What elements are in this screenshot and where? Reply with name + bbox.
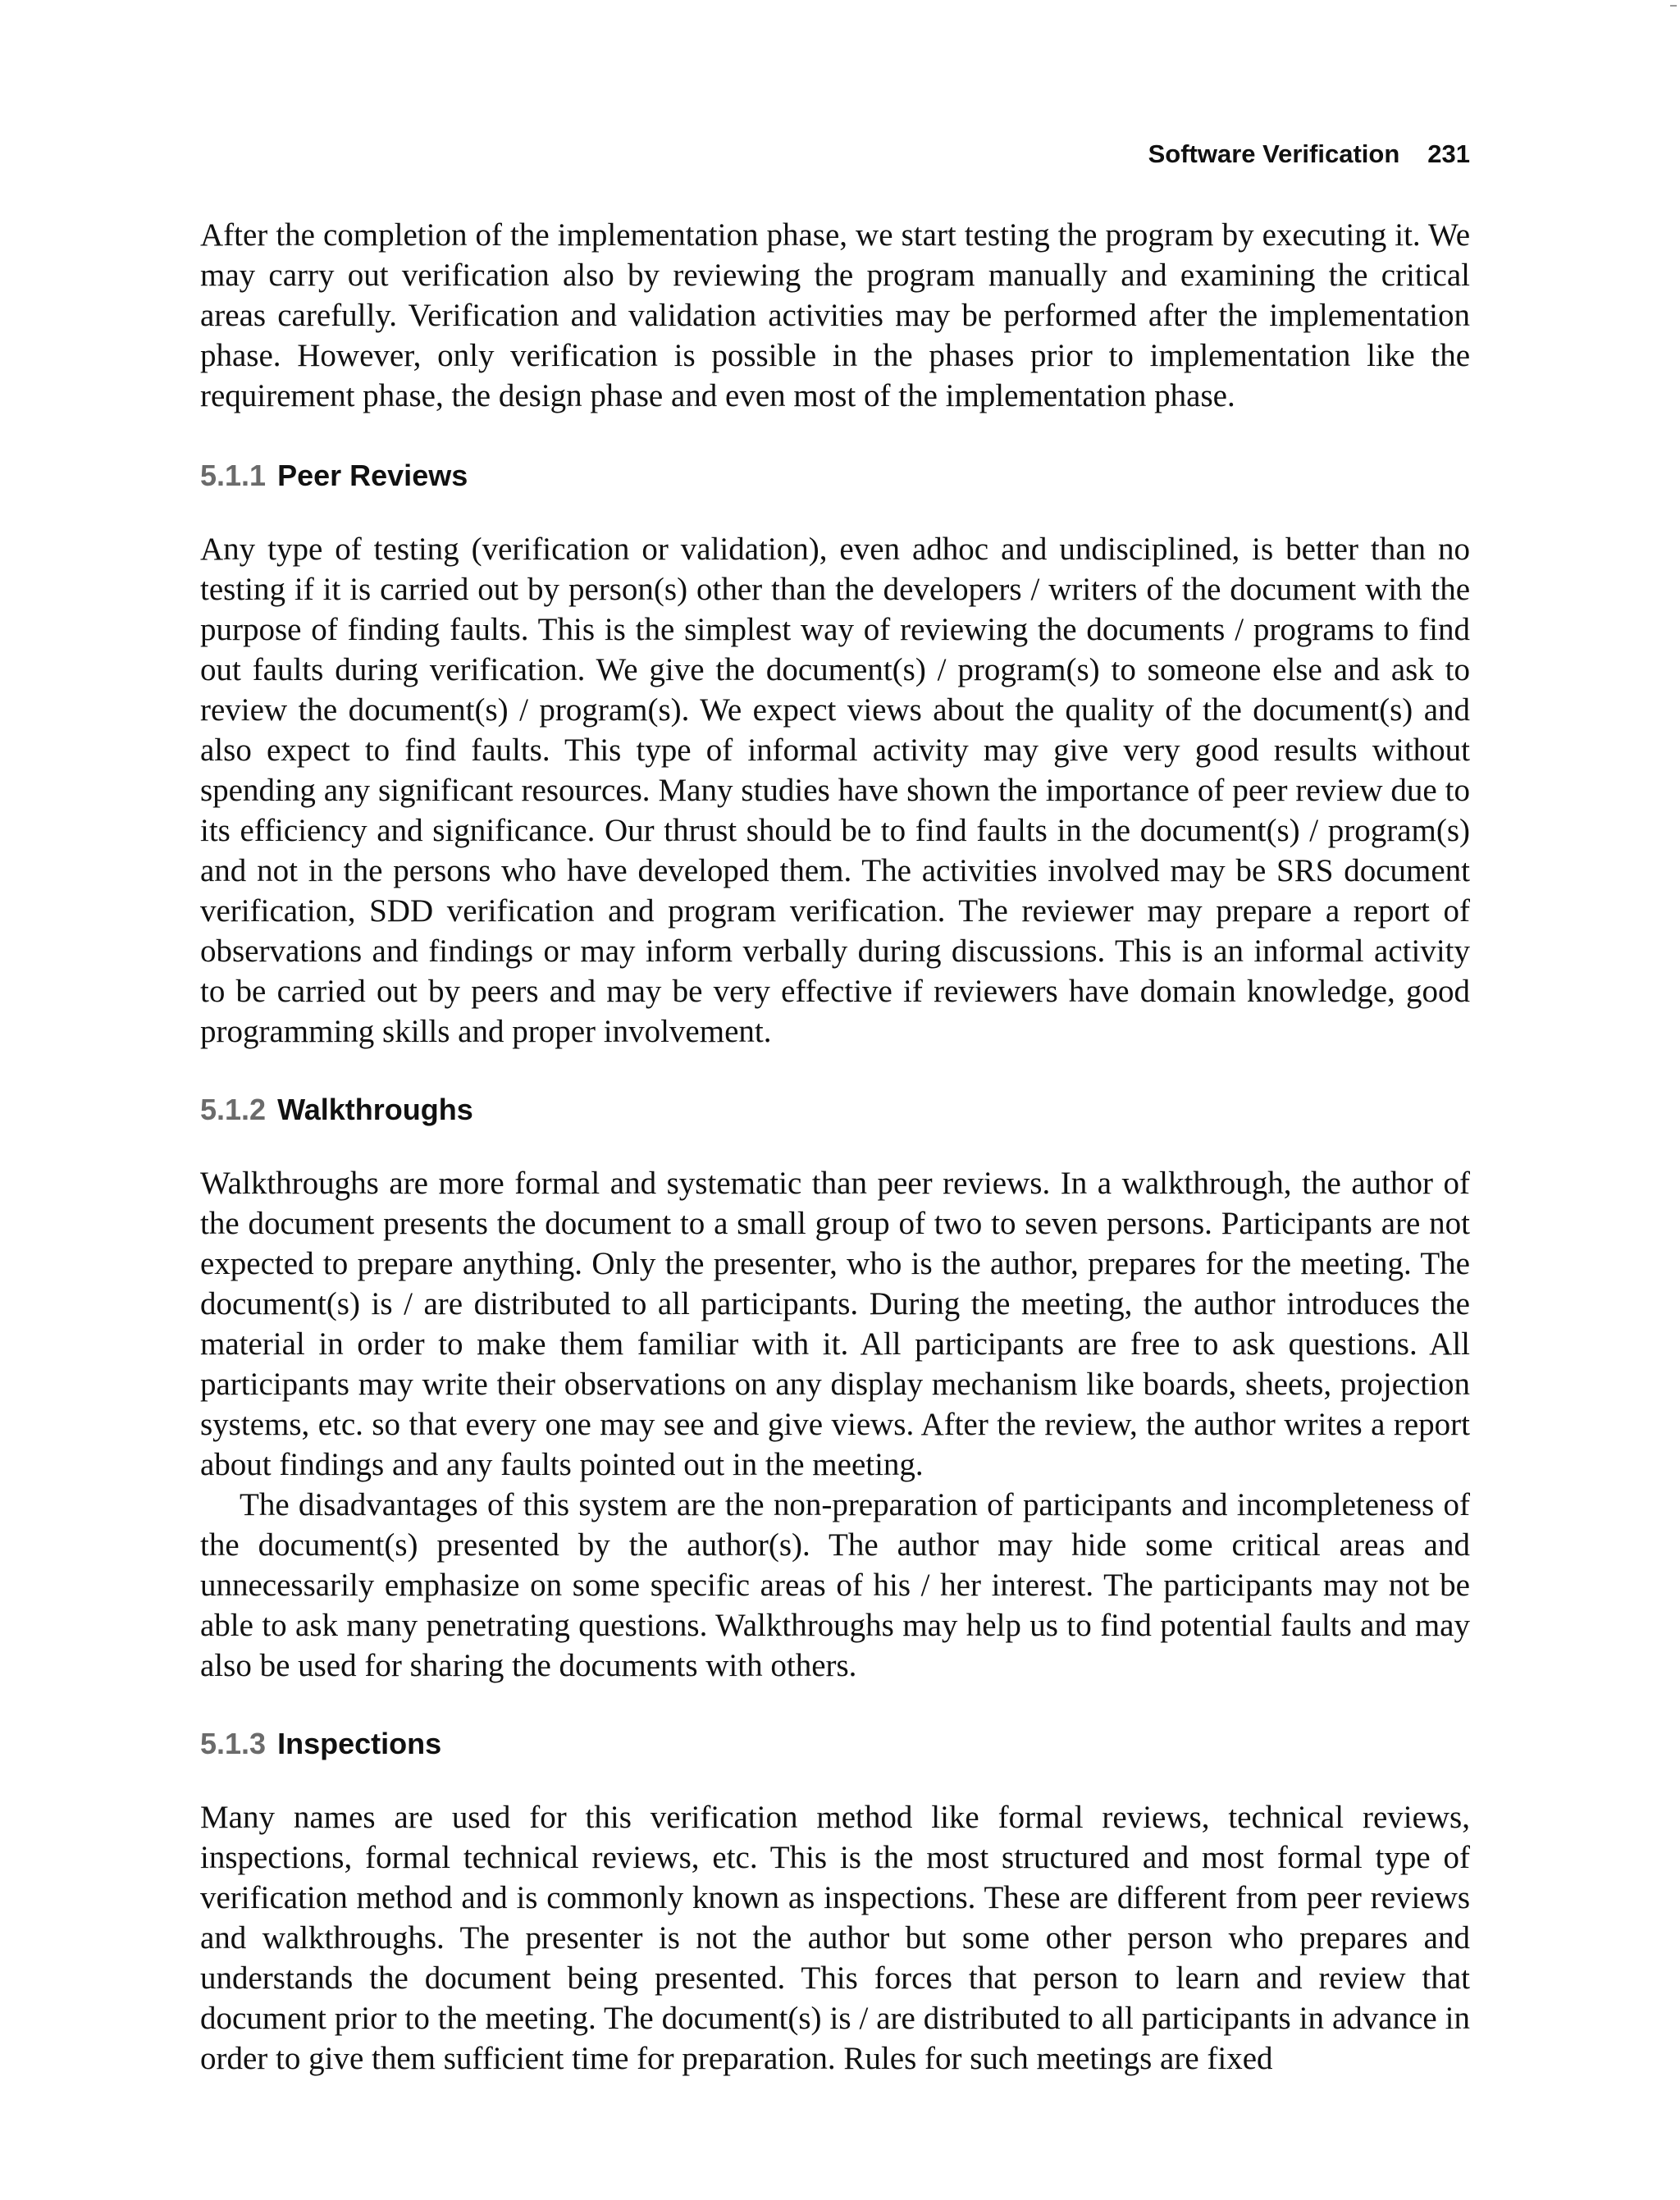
inspections-body: [200, 1797, 1470, 2079]
section-title: Peer Reviews: [277, 459, 468, 492]
page-number: 231: [1427, 139, 1470, 168]
intro-paragraph: After the completion of the implementation phase, we start testing the program by executing it. We may carry out verification also by reviewing the program manually and examining the critical areas carefully. Verification and validation activities may be performed after the implementation phase. However, only verification is possible in the phases prior to implementation like the requirement phase, the design phase and even most of the implementation phase.: [200, 217, 1470, 413]
section-heading-peer-reviews: [200, 458, 468, 494]
walkthroughs-body: [200, 1163, 1470, 1686]
section-title: Inspections: [277, 1727, 442, 1760]
paragraph: The disadvantages of this system are the non-preparation of participants and incompleteness of the document(s) presented by the author(s). The author may hide some critical areas and unnecessarily emphasize on some specific areas of his / her interest. The participants may not be able to ask many penetrating questions. Walkthroughs may help us to find potential faults and may also be used for sharing the documents with others.: [200, 1487, 1470, 1683]
peer-reviews-body: [200, 529, 1470, 1052]
paragraph: Walkthroughs are more formal and systematic than peer reviews. In a walkthrough, the author of the document presents the document to a small group of two to seven persons. Participants are not expected to prepare anything. Only the presenter, who is the author, prepares for the meeting. The document(s) is / are distributed to all participants. During the meeting, the author introduces the material in order to make them familiar with it. All participants are free to ask questions. All participants may write their observations on any display mechanism like boards, sheets, projection systems, etc. so that every one may see and give views. After the review, the author writes a report about findings and any faults pointed out in the meeting.: [200, 1166, 1470, 1482]
section-number: 5.1.2: [200, 1093, 267, 1126]
running-title: Software Verification: [1148, 139, 1400, 168]
paragraph: Many names are used for this verification method like formal reviews, technical reviews, inspections, formal technical reviews, etc. This is the most structured and most formal type of verification method and is commonly known as inspections. These are different from peer reviews and walkthroughs. The presenter is not the author but some other person who prepares and understands the document being presented. This forces that person to learn and review that document prior to the meeting. The document(s) is / are distributed to all participants in advance in order to give them sufficient time for preparation. Rules for such meetings are fixed: [200, 1800, 1470, 2076]
intro-paragraph-block: [200, 215, 1470, 416]
section-title: Walkthroughs: [277, 1093, 473, 1126]
running-header: [1148, 139, 1470, 169]
section-number: 5.1.3: [200, 1727, 267, 1760]
paragraph: Any type of testing (verification or validation), even adhoc and undisciplined, is better than no testing if it is carried out by person(s) other than the developers / writers of the document with the purpose of finding faults. This is the simplest way of reviewing the documents / programs to find out faults during verification. We give the document(s) / program(s) to someone else and ask to review the document(s) / program(s). We expect views about the quality of the document(s) and also expect to find faults. This type of informal activity may give very good results without spending any significant resources. Many studies have shown the importance of peer review due to its efficiency and significance. Our thrust should be to find faults in the document(s) / program(s) and not in the persons who have developed them. The activities involved may be SRS document verification, SDD verification and program verification. The reviewer may prepare a report of observations and findings or may inform verbally during discussions. This is an informal activity to be carried out by peers and may be very effective if reviewers have domain knowledge, good programming skills and proper involvement.: [200, 532, 1470, 1049]
section-heading-walkthroughs: [200, 1092, 473, 1128]
page-edge-mark: [1670, 0, 1677, 7]
section-number: 5.1.1: [200, 459, 267, 492]
section-heading-inspections: [200, 1726, 441, 1762]
